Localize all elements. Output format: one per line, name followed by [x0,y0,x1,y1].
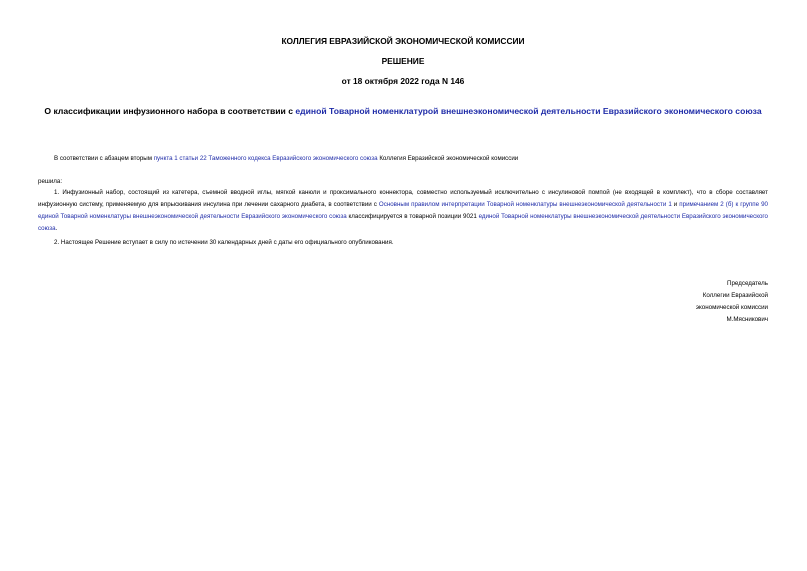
intro-text-2: Коллегия Евразийской экономической комиссии [377,155,519,162]
intro-text-1: В соответствии с абзацем вторым [54,155,154,162]
item-2-paragraph: 2. Настоящее Решение вступает в силу по истечении 30 календарных дней с даты его официального опубликования. [54,239,394,246]
signature-position: Председатель [727,280,768,287]
document-type: РЕШЕНИЕ [381,56,425,66]
item-1-link-interpretation-rule[interactable]: Основным правилом интерпретации Товарной номенклатуры внешнеэкономической деятельности 1 [378,201,672,208]
intro-link-customs-code[interactable]: пункта 1 статьи 22 Таможенного кодекса Евразийского экономического союза [153,155,378,162]
document-date: от 18 октября 2022 года N 146 [341,76,465,86]
document-page [38,0,768,571]
intro-paragraph [38,153,768,165]
signature-block [598,278,768,326]
item-1-link-group-90-note[interactable]: примечанием 2 (б) к группе 90 единой Товарной номенклатуры внешнеэкономической деятельности Евразийского экономического союза [38,201,768,220]
signature-body: Коллегии Евразийской [702,292,768,299]
item-1-text-4: . [55,225,58,232]
organization-title: КОЛЛЕГИЯ ЕВРАЗИЙСКОЙ ЭКОНОМИЧЕСКОЙ КОМИССИИ [281,36,525,46]
item-1-paragraph [38,187,768,235]
item-1-text-3: классифицируется в товарной позиции 9021 [346,213,479,220]
resolved-label: решила: [38,178,63,185]
subject-link-nomenclature[interactable]: единой Товарной номенклатурой внешнеэкономической деятельности Евразийского экономического союза [295,106,762,116]
item-1-text-1: 1. Инфузионный набор, состоящий из катетера, съемной вводной иглы, мягкой канюли и проксимального коннектора, совместно используемый исключительно с инсулиновой помпой (не входящей в комплект), что в сборе составляет инфузионную систему, применяемую для впрыскивания инсулина при лечении сахарного диабета, в соответствии с [38,189,768,208]
item-1-link-nomenclature[interactable]: единой Товарной номенклатуры внешнеэкономической деятельности Евразийского экономического союза [38,213,768,232]
subject-prefix: О классификации инфузионного набора в соответствии с [44,106,296,116]
document-subject [38,105,768,117]
item-1-text-2: и [671,201,680,208]
signature-body-2: экономической комиссии [695,304,768,311]
signature-name: М.Мясникович [726,316,768,323]
